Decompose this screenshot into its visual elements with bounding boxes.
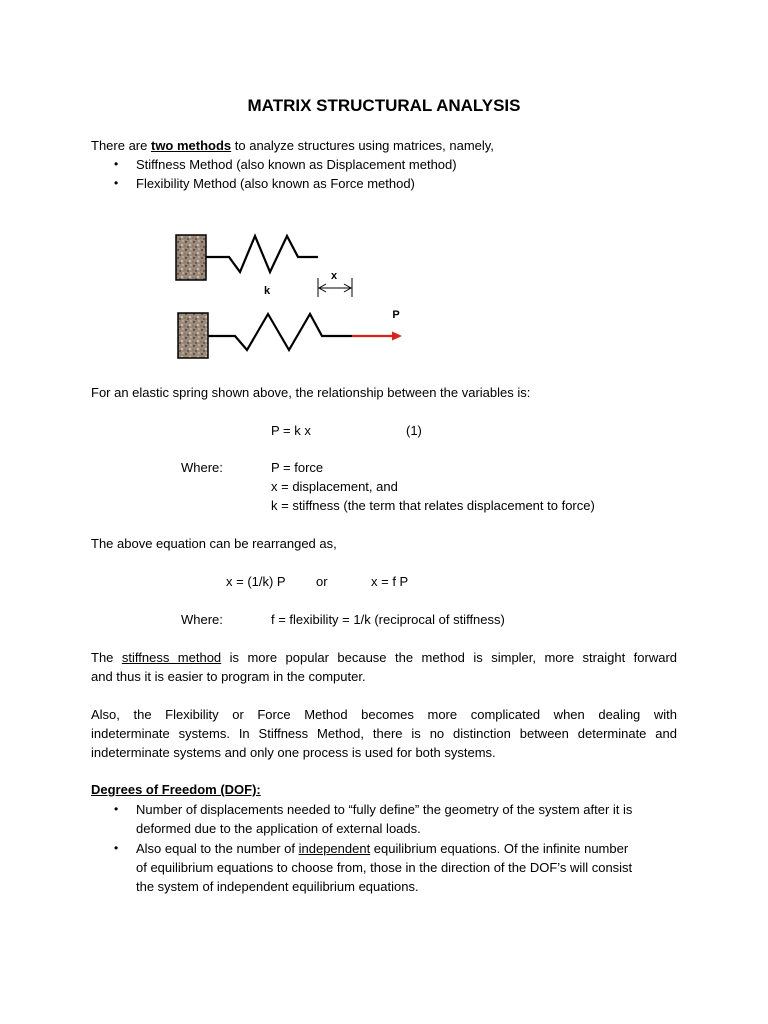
bullet-icon: •	[114, 841, 119, 855]
dof-heading: Degrees of Freedom (DOF):	[91, 782, 261, 797]
page-title: MATRIX STRUCTURAL ANALYSIS	[247, 96, 521, 115]
text-fragment: equilibrium equations. Of the infinite number	[370, 841, 629, 856]
definition-force: P = force	[271, 460, 324, 475]
list-line: Number of displacements needed to “fully define” the geometry of the system after it is	[136, 802, 633, 817]
relation-sentence: For an elastic spring shown above, the relationship between the variables is:	[91, 385, 531, 400]
definition-displacement: x = displacement, and	[271, 479, 398, 494]
wall-support-top	[176, 235, 206, 280]
label-k: k	[263, 285, 271, 297]
bullet-icon: •	[114, 176, 119, 190]
spring-loaded	[208, 314, 352, 350]
force-arrowhead-icon	[392, 332, 402, 341]
paragraph-line: indeterminate systems. In Stiffness Method, there is no distinction between determinate and	[91, 726, 677, 741]
bullet-icon: •	[114, 157, 119, 171]
where-label: Where:	[181, 460, 223, 475]
method-item-flexibility: Flexibility Method (also known as Force method)	[136, 176, 415, 191]
intro-post: to analyze structures using matrices, namely,	[231, 138, 494, 153]
spring-unloaded	[206, 236, 318, 272]
list-line: deformed due to the application of external loads.	[136, 821, 421, 836]
paragraph-flexibility	[91, 705, 677, 762]
definition-flexibility: f = flexibility = 1/k (reciprocal of stiffness)	[271, 612, 505, 627]
equation-2-or: or	[316, 574, 328, 589]
equation-1: P = k x	[271, 423, 311, 438]
method-item-stiffness: Stiffness Method (also known as Displacement method)	[136, 157, 457, 172]
dof-item-2	[136, 839, 677, 896]
intro-pre: There are	[91, 138, 151, 153]
equation-1-number: (1)	[406, 423, 422, 438]
label-p: P	[392, 309, 400, 321]
wall-support-bottom	[178, 313, 208, 358]
text-fragment: Also equal to the number of	[136, 841, 299, 856]
equation-2-left: x = (1/k) P	[226, 574, 286, 589]
intro-emphasis: two methods	[150, 138, 232, 153]
independent-emphasis: independent	[298, 841, 371, 856]
paragraph-line: and thus it is easier to program in the computer.	[91, 669, 366, 684]
list-line	[136, 839, 677, 858]
where-label: Where:	[181, 612, 223, 627]
rearranged-sentence: The above equation can be rearranged as,	[91, 536, 337, 551]
definition-stiffness: k = stiffness (the term that relates displacement to force)	[271, 498, 595, 513]
text-fragment: The	[91, 650, 122, 665]
list-line: the system of independent equilibrium equations.	[136, 879, 419, 894]
label-x: x	[330, 270, 338, 282]
paragraph-line: Also, the Flexibility or Force Method becomes more complicated when dealing with	[91, 707, 677, 722]
paragraph-line	[91, 648, 677, 667]
list-line: of equilibrium equations to choose from, those in the direction of the DOF’s will consist	[136, 860, 633, 875]
bullet-icon: •	[114, 802, 119, 816]
paragraph-line: indeterminate systems and only one process is used for both systems.	[91, 745, 496, 760]
paragraph-stiffness	[91, 648, 677, 686]
equation-2-right: x = f P	[371, 574, 409, 589]
stiffness-method-emphasis: stiffness method	[121, 650, 222, 665]
dof-item-1	[136, 800, 677, 838]
text-fragment: is more popular because the method is simpler, more straight forward	[221, 650, 678, 665]
